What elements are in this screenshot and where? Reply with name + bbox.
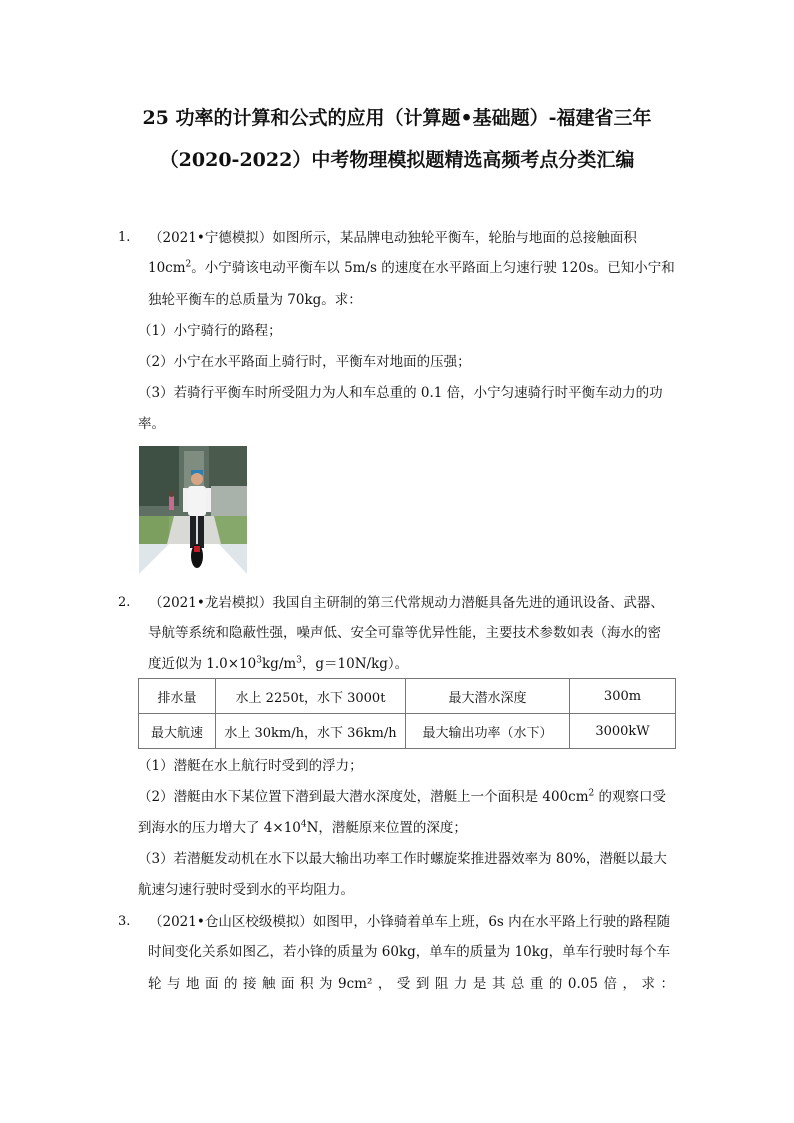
question-1-line-1: （2021•宁德模拟）如图所示，某品牌电动独轮平衡车，轮胎与地面的总接触面积 bbox=[149, 230, 637, 246]
question-3-line-3-token: 接 bbox=[243, 976, 257, 992]
question-3-line-3-token: 积 bbox=[300, 976, 314, 992]
question-1-sub-3-line-1: （3）若骑行平衡车时所受阻力为人和车总重的 0.1 倍，小宁匀速骑行时平衡车动力的功 bbox=[138, 385, 663, 401]
question-2-sub-3-line-2: 航速匀速行驶时受到水的平均阻力。 bbox=[138, 882, 354, 898]
unicycle-rider-photo bbox=[139, 446, 247, 574]
table-row bbox=[139, 714, 676, 749]
table-cell: 最大航速 bbox=[139, 714, 216, 749]
question-3-line-1: （2021•仓山区校级模拟）如图甲，小锋骑着单车上班，6s 内在水平路上行驶的路程随 bbox=[149, 914, 671, 930]
question-2-sub-3-line-1: （3）若潜艇发动机在水下以最大输出功率工作时螺旋桨推进器效率为 80%，潜艇以最大 bbox=[138, 851, 667, 867]
question-3-line-3-token: 倍 bbox=[603, 976, 617, 992]
question-3-line-3-token: 总 bbox=[510, 976, 525, 992]
question-3-line-3-token: 其 bbox=[491, 976, 506, 992]
question-2-line-3: 度近似为 $1.0\times 10^3kg/m^3$，g＝10N/kg）。 bbox=[148, 655, 409, 672]
table-cell: 3000kW bbox=[570, 714, 676, 749]
table-cell: 最大输出功率（水下） bbox=[406, 714, 570, 749]
question-3-line-3-token: 面 bbox=[281, 976, 295, 992]
question-3-line-3-token: 的 bbox=[548, 976, 563, 992]
table-cell: 最大潜水深度 bbox=[406, 679, 570, 714]
document-title-line-1: 25 功率的计算和公式的应用（计算题•基础题）-福建省三年 bbox=[142, 107, 652, 129]
question-3-line-3-token: 与 bbox=[167, 976, 181, 992]
question-1-line-2: $10cm^2$。小宁骑该电动平衡车以 5m/s 的速度在水平路面上匀速行驶 120s。已知小宁和 bbox=[148, 259, 675, 276]
question-3-line-3-token: 力 bbox=[453, 976, 468, 992]
question-3-line-3-token: 受 bbox=[396, 976, 411, 992]
question-1-sub-2: （2）小宁在水平路面上骑行时，平衡车对地面的压强； bbox=[138, 354, 471, 370]
question-2-sub-2-line-1: （2）潜艇由水下某位置下潜到最大潜水深度处，潜艇上一个面积是 $400cm^2$ 的观察口受 bbox=[138, 788, 667, 805]
question-1-line-3: 独轮平衡车的总质量为 70kg。求： bbox=[148, 292, 362, 308]
question-3-line-3-token: 到 bbox=[415, 976, 430, 992]
table-cell: 排水量 bbox=[139, 679, 216, 714]
question-2-line-1: （2021•龙岩模拟）我国自主研制的第三代常规动力潜艇具备先进的通讯设备、武器、 bbox=[149, 595, 664, 611]
document-title-line-2: （2020-2022）中考物理模拟题精选高频考点分类汇编 bbox=[159, 149, 635, 171]
question-1-sub-1: （1）小宁骑行的路程； bbox=[138, 323, 282, 339]
question-2-line-2: 导航等系统和隐蔽性强，噪声低、安全可靠等优异性能，主要技术参数如表（海水的密 bbox=[148, 625, 661, 641]
question-3-line-3-token: 求 bbox=[641, 976, 655, 992]
question-3-line-3-token: 重 bbox=[529, 976, 544, 992]
question-3-line-3-token: 9cm² bbox=[338, 976, 373, 992]
question-3-line-3-token: 轮 bbox=[148, 976, 162, 992]
table-cell: 水上 30km/h，水下 36km/h bbox=[216, 714, 406, 749]
question-1-sub-3-line-2: 率。 bbox=[138, 416, 165, 432]
table-row bbox=[139, 679, 676, 714]
question-3-line-3-token: 0.05 bbox=[567, 976, 598, 992]
question-3-line-3-token: 地 bbox=[186, 976, 200, 992]
question-3-line-3-token: 的 bbox=[224, 976, 238, 992]
question-3-line-3-token: 为 bbox=[319, 976, 333, 992]
question-3-line-3-token: 触 bbox=[262, 976, 276, 992]
question-2-number: 2. bbox=[118, 595, 131, 610]
question-2-sub-2-line-2: 到海水的压力增大了 $4\times 10^4N$，潜艇原来位置的深度； bbox=[138, 819, 467, 836]
question-3-number: 3. bbox=[118, 914, 131, 929]
question-3-line-3-token: 是 bbox=[472, 976, 487, 992]
table-cell: 水上 2250t，水下 3000t bbox=[216, 679, 406, 714]
question-2-sub-1: （1）潜艇在水上航行时受到的浮力； bbox=[138, 758, 363, 774]
question-3-line-3-token: 面 bbox=[205, 976, 219, 992]
table-cell: 300m bbox=[570, 679, 676, 714]
question-1-number: 1. bbox=[118, 230, 131, 245]
question-3-line-3 bbox=[148, 974, 674, 994]
question-3-line-3-token: ： bbox=[660, 976, 674, 992]
question-3-line-3-token: ， bbox=[377, 976, 392, 992]
question-3-line-2: 时间变化关系如图乙，若小锋的质量为 60kg，单车的质量为 10kg，单车行驶时每个车 bbox=[148, 944, 671, 960]
question-3-line-3-token: 阻 bbox=[434, 976, 449, 992]
submarine-spec-table bbox=[138, 678, 676, 749]
question-3-line-3-token: ， bbox=[622, 976, 636, 992]
